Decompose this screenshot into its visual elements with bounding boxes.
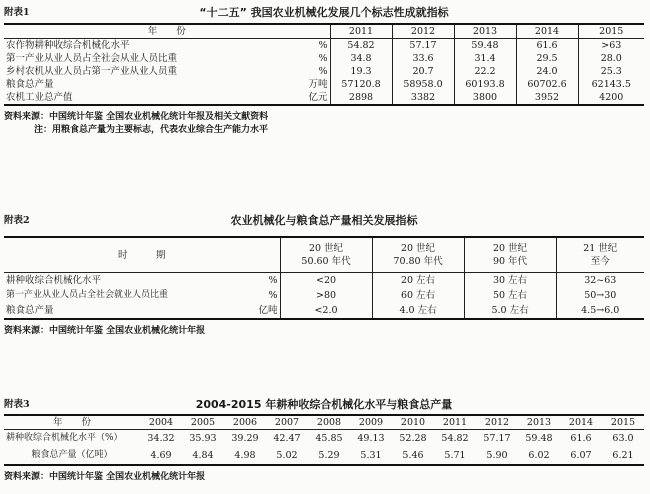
table1-year: 2012 [392, 24, 454, 39]
cell: 57120.8 [330, 78, 392, 91]
table1-year-header: 年 份 [4, 24, 330, 39]
cell: 32~63 [556, 273, 644, 289]
table2-period [464, 237, 556, 273]
row-unit: % [318, 53, 328, 64]
table1-note: 注：用粮食总产量为主要标志，代表农业综合生产能力水平 [34, 125, 269, 135]
row-name: 粮食总产量（亿吨） [31, 450, 113, 460]
table2-period [280, 237, 372, 273]
table3-year: 2007 [266, 415, 308, 430]
row-unit: 亿元 [308, 92, 328, 103]
table1-title: “十二五” 我国农业机械化发展几个标志性成就指标 [199, 6, 449, 19]
table2-source: 资料来源：中国统计年鉴 全国农业机械化统计年报 [4, 326, 206, 336]
table-row [4, 91, 644, 105]
cell: 4.69 [150, 450, 172, 461]
cell: >80 [280, 288, 372, 303]
table1-label: 附表1 [4, 7, 30, 18]
cell: 58958.0 [392, 78, 454, 91]
cell: 4.0 左右 [372, 303, 464, 319]
row-name: 粮食总产量 [6, 305, 54, 316]
table3-year: 2006 [224, 415, 266, 430]
cell: 57.17 [392, 39, 454, 53]
cell: 4200 [578, 91, 644, 105]
row-unit: % [268, 290, 278, 301]
cell: 50→30 [556, 288, 644, 303]
cell: 3952 [516, 91, 578, 105]
table1 [4, 23, 644, 106]
cell: 19.3 [330, 65, 392, 78]
row-unit: 亿吨 [258, 305, 278, 316]
row-unit: 万吨 [308, 79, 328, 90]
cell: 29.5 [516, 52, 578, 65]
table-row [4, 303, 644, 319]
row-unit: % [268, 275, 278, 286]
cell: 25.3 [578, 65, 644, 78]
table-row [4, 65, 644, 78]
table3-year: 2013 [518, 415, 560, 430]
period-line1: 20 世纪 [400, 243, 436, 254]
cell: 60193.8 [454, 78, 516, 91]
table1-year: 2015 [578, 24, 644, 39]
cell: 6.21 [612, 450, 634, 461]
period-line1: 20 世纪 [308, 243, 344, 254]
table3-source: 资料来源：中国统计年鉴 全国农业机械化统计年报 [4, 472, 206, 482]
cell: 28.0 [578, 52, 644, 65]
row-name: 农机工业总产值 [6, 92, 73, 103]
period-line2: 70.80 年代 [393, 256, 443, 267]
cell: 60702.6 [516, 78, 578, 91]
cell: 49.13 [357, 433, 385, 444]
cell: 33.6 [392, 52, 454, 65]
cell: 6.07 [570, 450, 592, 461]
row-name: 第一产业从业人员占全社会从业人员比重 [6, 53, 178, 64]
table2 [4, 236, 644, 320]
cell: 34.8 [330, 52, 392, 65]
cell: 5.46 [402, 450, 424, 461]
table2-header-row [4, 237, 644, 273]
cell: 6.02 [528, 450, 550, 461]
table3-year: 2010 [392, 415, 434, 430]
table3-year-header: 年 份 [4, 415, 140, 430]
table3-year: 2004 [140, 415, 182, 430]
table2-period [372, 237, 464, 273]
table3-year: 2005 [182, 415, 224, 430]
cell: 5.31 [360, 450, 382, 461]
period-line2: 50.60 年代 [301, 256, 351, 267]
table1-block [4, 4, 644, 135]
table1-year: 2014 [516, 24, 578, 39]
row-unit: % [318, 66, 328, 77]
cell: >63 [578, 39, 644, 53]
table3-year: 2009 [350, 415, 392, 430]
table3-year: 2011 [434, 415, 476, 430]
cell: 3382 [392, 91, 454, 105]
cell: 59.48 [525, 433, 553, 444]
row-name: 耕种收综合机械化水平 [6, 275, 102, 286]
cell: 4.98 [234, 450, 256, 461]
cell: 5.71 [444, 450, 466, 461]
table-row [4, 39, 644, 53]
cell: 57.17 [483, 433, 511, 444]
cell: 3800 [454, 91, 516, 105]
row-name: 乡村农机从业人员占第一产业从业人员重 [6, 66, 178, 77]
table1-header-row [4, 24, 644, 39]
cell: 54.82 [441, 433, 469, 444]
cell: 20 左右 [372, 273, 464, 289]
cell: 31.4 [454, 52, 516, 65]
cell: 61.6 [570, 433, 592, 444]
table1-year: 2013 [454, 24, 516, 39]
period-line2: 至今 [590, 256, 610, 267]
row-name: 第一产业从业人员占全社会就业人员比重 [6, 290, 169, 300]
cell: 63.0 [612, 433, 634, 444]
cell: 5.29 [318, 450, 340, 461]
row-name: 农作物耕种收综合机械化水平 [6, 40, 130, 51]
cell: 42.47 [273, 433, 301, 444]
cell: 2898 [330, 91, 392, 105]
row-name: 耕种收综合机械化水平（%） [6, 433, 123, 443]
row-name: 粮食总产量 [6, 79, 54, 90]
table-row [4, 288, 644, 303]
cell: 30 左右 [464, 273, 556, 289]
table3 [4, 414, 644, 466]
table3-year: 2008 [308, 415, 350, 430]
table-row [4, 78, 644, 91]
cell: 22.2 [454, 65, 516, 78]
cell: 50 左右 [464, 288, 556, 303]
cell: 34.32 [147, 433, 175, 444]
cell: 4.5→6.0 [556, 303, 644, 319]
table2-title: 农业机械化与粮食总产量相关发展指标 [230, 214, 418, 227]
table2-period [556, 237, 644, 273]
table3-title: 2004-2015 年耕种收综合机械化水平与粮食总产量 [195, 398, 453, 411]
cell: 5.0 左右 [464, 303, 556, 319]
table1-source: 资料来源：中国统计年鉴 全国农业机械化统计年报及相关文献资料 [4, 112, 269, 122]
cell: 39.29 [231, 433, 259, 444]
cell: 5.02 [276, 450, 298, 461]
table3-block [4, 396, 644, 482]
period-line1: 20 世纪 [492, 243, 528, 254]
table3-year: 2014 [560, 415, 602, 430]
table3-year: 2015 [602, 415, 644, 430]
cell: 35.93 [189, 433, 217, 444]
table3-label: 附表3 [4, 399, 30, 410]
table-row [4, 447, 644, 465]
cell: 60 左右 [372, 288, 464, 303]
table2-period-header: 时 期 [4, 237, 280, 273]
cell: 62143.5 [578, 78, 644, 91]
table-row [4, 52, 644, 65]
table2-label: 附表2 [4, 215, 30, 226]
cell: <2.0 [280, 303, 372, 319]
cell: 54.82 [330, 39, 392, 53]
cell: 52.28 [399, 433, 427, 444]
table2-block [4, 212, 644, 336]
table3-header-row [4, 415, 644, 430]
cell: 61.6 [516, 39, 578, 53]
cell: 45.85 [315, 433, 343, 444]
table3-year: 2012 [476, 415, 518, 430]
cell: 20.7 [392, 65, 454, 78]
cell: 5.90 [486, 450, 508, 461]
cell: 59.48 [454, 39, 516, 53]
table-row [4, 273, 644, 289]
table1-year: 2011 [330, 24, 392, 39]
cell: <20 [280, 273, 372, 289]
cell: 24.0 [516, 65, 578, 78]
table-row [4, 430, 644, 448]
row-unit: % [318, 40, 328, 51]
cell: 4.84 [192, 450, 214, 461]
period-line1: 21 世纪 [583, 243, 618, 254]
period-line2: 90 年代 [492, 256, 528, 267]
